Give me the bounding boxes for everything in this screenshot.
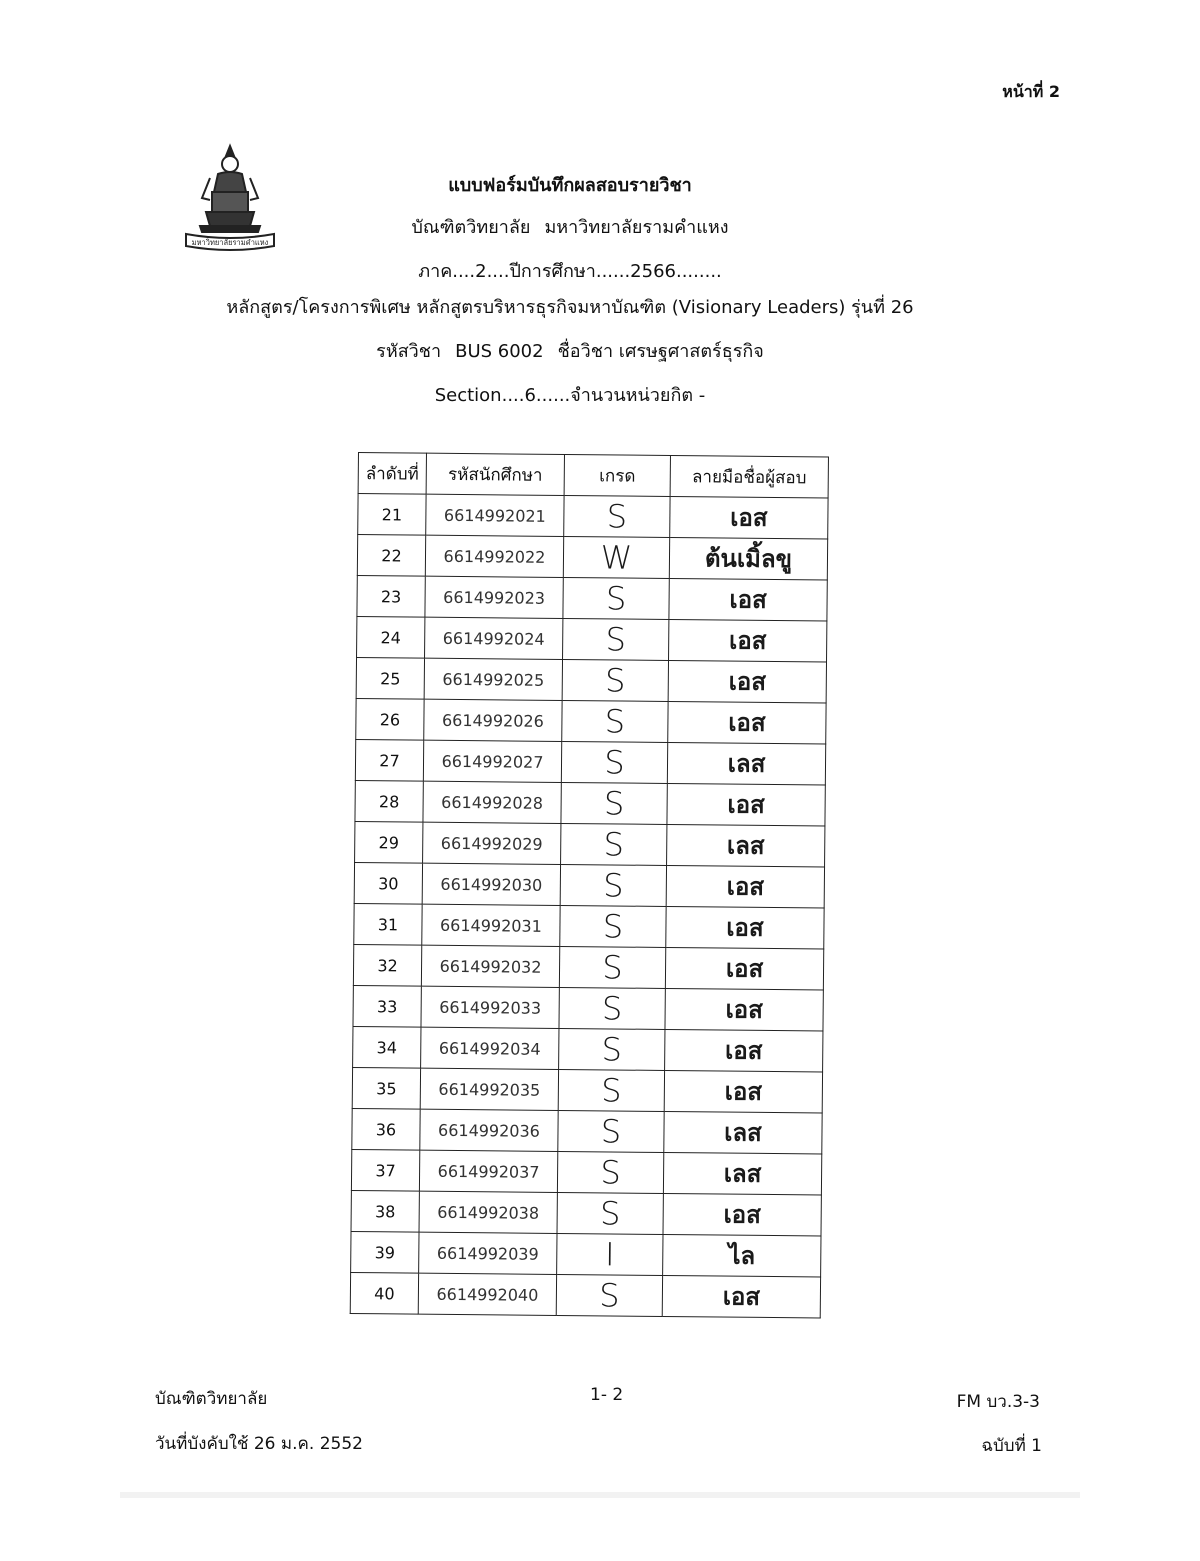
grade-cell: S: [560, 905, 666, 947]
course-name: เศรษฐศาสตร์ธุรกิจ: [618, 341, 764, 362]
row-number: 29: [355, 821, 423, 863]
student-id: 6614992033: [421, 986, 559, 1028]
student-id: 6614992034: [421, 1027, 559, 1069]
student-id: 6614992029: [423, 822, 561, 864]
institution-right: มหาวิทยาลัยรามคำแหง: [544, 217, 729, 238]
row-number: 33: [353, 985, 421, 1027]
row-number: 39: [351, 1231, 419, 1273]
signature-cell: เอส: [669, 619, 827, 662]
signature-cell: เอส: [662, 1275, 820, 1318]
table-row: [356, 657, 826, 703]
row-number: 26: [356, 698, 424, 740]
student-id: 6614992030: [422, 863, 560, 905]
table-header-row: [358, 453, 828, 499]
table-row: [351, 1149, 821, 1195]
header-order: ลำดับที่: [358, 453, 426, 495]
table-row: [357, 616, 827, 662]
grade-cell: S: [561, 741, 667, 783]
grade-cell: S: [557, 1151, 663, 1193]
row-number: 32: [353, 944, 421, 986]
section-line: Section....6......จำนวนหน่วยกิต -: [434, 385, 706, 406]
course-code: BUS 6002: [455, 341, 544, 362]
header-grade: เกรด: [564, 454, 670, 496]
signature-cell: เอส: [666, 865, 824, 908]
course-name-label: ชื่อวิชา: [557, 341, 614, 362]
signature-cell: เอส: [664, 1070, 822, 1113]
row-number: 23: [357, 575, 425, 617]
table-row: [357, 575, 827, 621]
signature-cell: เอส: [665, 988, 823, 1031]
row-number: 35: [352, 1067, 420, 1109]
student-id: 6614992026: [424, 699, 562, 741]
row-number: 28: [355, 780, 423, 822]
institution-line: [0, 212, 1140, 241]
table-row: [358, 494, 828, 540]
footer-page-range: 1- 2: [590, 1385, 624, 1405]
grade-cell: W: [563, 536, 669, 578]
row-number: 31: [354, 903, 422, 945]
grade-cell: S: [564, 495, 670, 537]
row-number: 30: [354, 862, 422, 904]
grade-cell: S: [560, 864, 666, 906]
program-line: หลักสูตร/โครงการพิเศษ หลักสูตรบริหารธุรกิจมหาบัณฑิต (Visionary Leaders) รุ่นที่ 26: [226, 297, 914, 318]
signature-cell: เอส: [665, 1029, 823, 1072]
grade-cell: S: [559, 987, 665, 1029]
grade-cell: S: [562, 700, 668, 742]
student-id: 6614992025: [424, 658, 562, 700]
header-signature: ลายมือชื่อผู้สอบ: [670, 455, 828, 498]
signature-cell: เอส: [668, 660, 826, 703]
signature-cell: เลส: [664, 1111, 822, 1154]
student-id: 6614992021: [426, 494, 564, 536]
course-line: [0, 336, 1140, 365]
row-number: 40: [350, 1272, 418, 1314]
student-id: 6614992023: [425, 576, 563, 618]
grade-cell: S: [563, 577, 669, 619]
student-id: 6614992040: [418, 1273, 556, 1315]
grade-cell: S: [559, 1028, 665, 1070]
grade-cell: S: [558, 1069, 664, 1111]
row-number: 27: [355, 739, 423, 781]
table-row: [352, 1067, 822, 1113]
signature-cell: เลส: [667, 742, 825, 785]
grade-table: [350, 452, 829, 1318]
term-line: ภาค....2....ปีการศึกษา......2566........: [418, 261, 722, 282]
table-row: [355, 821, 825, 867]
signature-cell: เลส: [663, 1152, 821, 1195]
footer-effective-date: วันที่บังคับใช้ 26 ม.ค. 2552: [155, 1434, 363, 1454]
table-row: [353, 1026, 823, 1072]
student-id: 6614992022: [425, 535, 563, 577]
signature-cell: เลส: [667, 824, 825, 867]
student-id: 6614992032: [421, 945, 559, 987]
signature-cell: เอส: [670, 496, 828, 539]
footer-copy-number: ฉบับที่ 1: [981, 1436, 1042, 1456]
signature-cell: เอส: [669, 578, 827, 621]
grade-cell: I: [557, 1233, 663, 1275]
row-number: 38: [351, 1190, 419, 1232]
student-id: 6614992031: [422, 904, 560, 946]
signature-cell: เอส: [663, 1193, 821, 1236]
logo-text: มหาวิทยาลัยรามคำแหง: [191, 238, 269, 247]
row-number: 25: [356, 657, 424, 699]
table-row: [352, 1108, 822, 1154]
grade-cell: S: [561, 782, 667, 824]
grade-cell: S: [563, 618, 669, 660]
row-number: 22: [357, 535, 425, 577]
row-number: 24: [357, 616, 425, 658]
row-number: 34: [353, 1026, 421, 1068]
signature-cell: เอส: [667, 783, 825, 826]
grade-cell: S: [557, 1192, 663, 1234]
signature-cell: ต้นเมิ้ลขู: [669, 537, 827, 580]
signature-cell: เอส: [668, 701, 826, 744]
table-row: [354, 862, 824, 908]
student-id: 6614992035: [420, 1068, 558, 1110]
grade-cell: S: [556, 1274, 662, 1316]
table-row: [353, 944, 823, 990]
student-id: 6614992037: [419, 1150, 557, 1192]
institution-left: บัณฑิตวิทยาลัย: [411, 217, 531, 238]
signature-cell: เอส: [666, 906, 824, 949]
footer-department: บัณฑิตวิทยาลัย: [155, 1389, 268, 1409]
header-student-id: รหัสนักศึกษา: [426, 453, 564, 495]
table-row: [350, 1272, 820, 1318]
table-row: [351, 1231, 821, 1277]
grade-cell: S: [561, 823, 667, 865]
signature-cell: ไล: [663, 1234, 821, 1277]
grade-cell: S: [562, 659, 668, 701]
row-number: 37: [351, 1149, 419, 1191]
course-code-label: รหัสวิชา: [376, 341, 442, 362]
student-id: 6614992024: [425, 617, 563, 659]
student-id: 6614992027: [423, 740, 561, 782]
student-id: 6614992028: [423, 781, 561, 823]
table-row: [351, 1190, 821, 1236]
table-row: [354, 903, 824, 949]
student-id: 6614992038: [419, 1191, 557, 1233]
table-row: [353, 985, 823, 1031]
form-title: แบบฟอร์มบันทึกผลสอบรายวิชา: [448, 175, 692, 196]
table-row: [356, 698, 826, 744]
table-row: [355, 739, 825, 785]
signature-cell: เอส: [665, 947, 823, 990]
footer-form-code: FM บว.3-3: [956, 1392, 1040, 1412]
row-number: 21: [358, 494, 426, 536]
student-id: 6614992036: [420, 1109, 558, 1151]
grade-cell: S: [558, 1110, 664, 1152]
table-row: [355, 780, 825, 826]
grade-cell: S: [559, 946, 665, 988]
scan-edge-shadow: [120, 1492, 1080, 1498]
page-number: หน้าที่ 2: [1002, 82, 1060, 101]
row-number: 36: [352, 1108, 420, 1150]
student-id: 6614992039: [419, 1232, 557, 1274]
table-row: [357, 535, 827, 581]
